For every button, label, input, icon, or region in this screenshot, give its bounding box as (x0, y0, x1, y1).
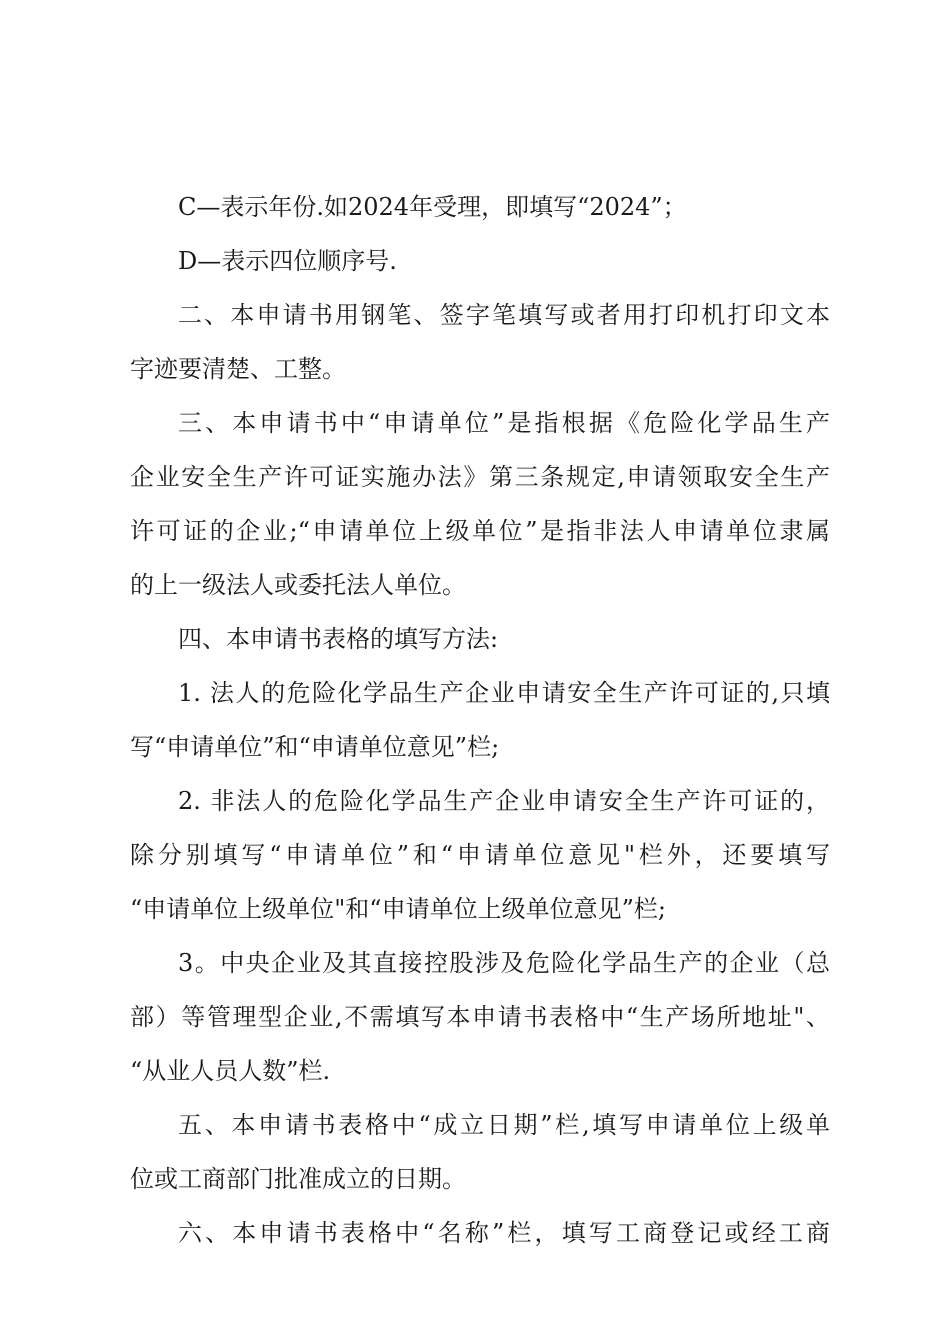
text-line: 除分别填写“申请单位”和“申请单位意见"栏外，还要填写 (130, 841, 830, 869)
text-line: D—表示四位顺序号. (178, 247, 397, 275)
text-line: 许可证的企业;“申请单位上级单位”是指非法人申请单位隶属 (130, 517, 830, 545)
text-line: 四、本申请书表格的填写方法: (178, 625, 499, 653)
text-line: 字迹要清楚、工整。 (130, 355, 346, 383)
text-line: C—表示年份.如2024年受理，即填写“2024”； (178, 193, 687, 221)
text-line: 1. 法人的危险化学品生产企业申请安全生产许可证的,只填 (178, 679, 830, 707)
text-line: 2. 非法人的危险化学品生产企业申请安全生产许可证的， (178, 787, 830, 815)
text-line: 企业安全生产许可证实施办法》第三条规定,申请领取安全生产 (130, 463, 830, 491)
text-line: 位或工商部门批准成立的日期。 (130, 1165, 466, 1193)
text-line: 五、本申请书表格中“成立日期”栏,填写申请单位上级单 (178, 1111, 830, 1139)
text-line: 3。中央企业及其直接控股涉及危险化学品生产的企业（总 (178, 949, 830, 977)
text-line: 部）等管理型企业,不需填写本申请书表格中“生产场所地址"、 (130, 1003, 830, 1031)
text-line: 写“申请单位”和“申请单位意见”栏; (130, 733, 500, 761)
text-line: “从业人员人数”栏. (130, 1057, 331, 1085)
text-line: 六、本申请书表格中“名称”栏，填写工商登记或经工商 (178, 1219, 830, 1247)
document-body (130, 180, 830, 1260)
text-line: 的上一级法人或委托法人单位。 (130, 571, 466, 599)
text-line: 二、本申请书用钢笔、签字笔填写或者用打印机打印文本 (178, 301, 830, 329)
text-line: 三、本申请书中“申请单位”是指根据《危险化学品生产 (178, 409, 830, 437)
text-line: “申请单位上级单位"和“申请单位上级单位意见”栏; (130, 895, 666, 923)
